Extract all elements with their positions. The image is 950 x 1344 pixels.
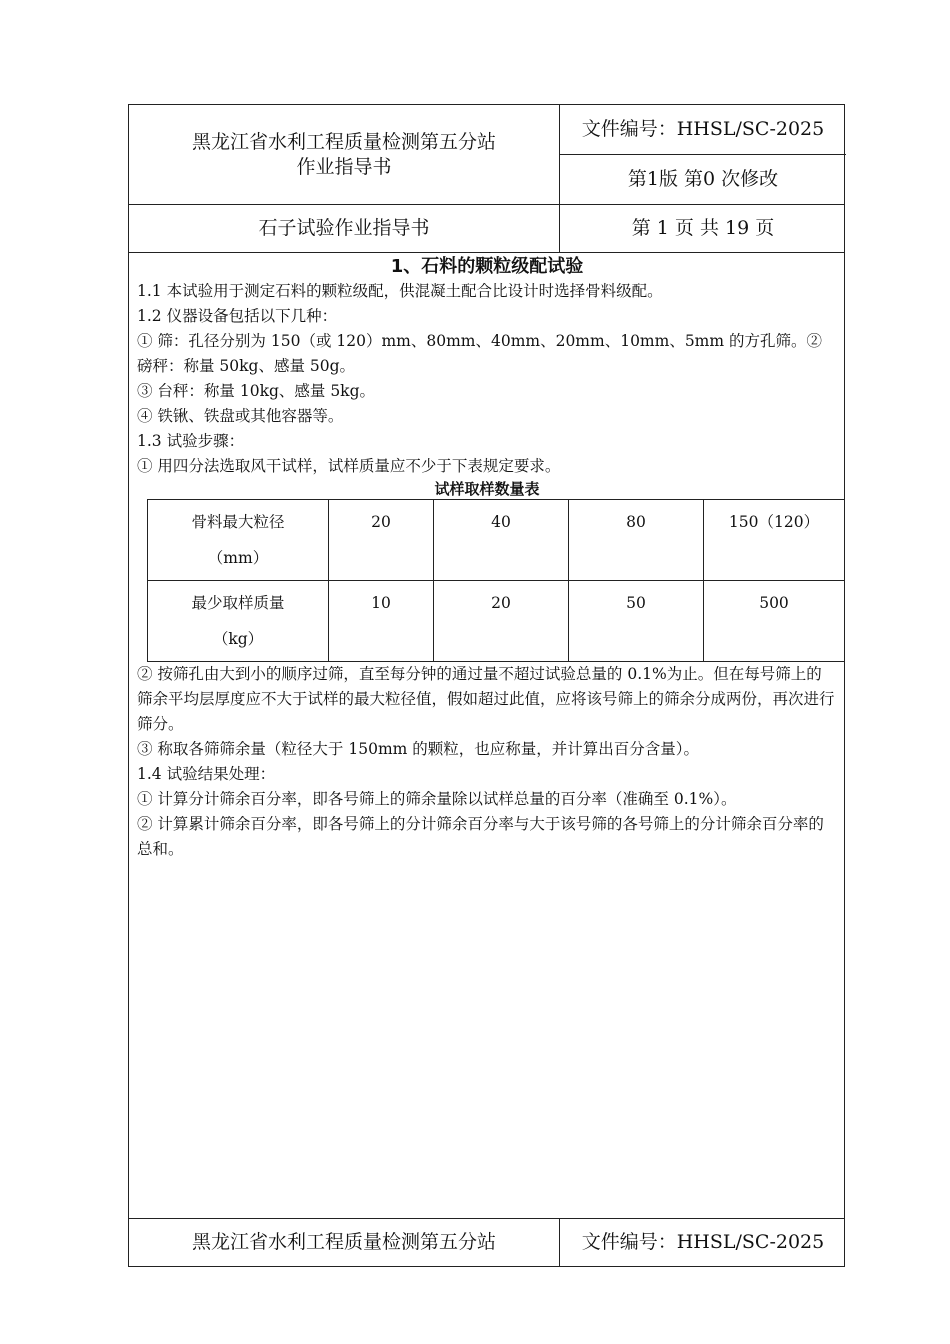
paragraph: ④ 铁锹、铁盘或其他容器等。 <box>137 407 344 425</box>
table-caption: 试样取样数量表 <box>434 480 540 498</box>
file-number: 文件编号：HHSL/SC-2025 <box>581 118 825 141</box>
section-title: 1、石料的颗粒级配试验 <box>390 256 584 277</box>
org-name: 黑龙江省水利工程质量检测第五分站 <box>191 130 496 153</box>
paragraph: ① 用四分法选取风干试样，试样质量应不少于下表规定要求。 <box>137 457 561 475</box>
paragraph: ② 计算累计筛余百分率，即各号筛上的分计筛余百分率与大于该号筛的各号筛上的分计筛余百分率的总和。 <box>137 815 824 858</box>
table-cell: 20 <box>329 500 434 581</box>
table-cell: 40 <box>434 500 569 581</box>
paragraph: ③ 台秤：称量 10kg、感量 5kg。 <box>137 382 375 400</box>
table-cell-label: 骨料最大粒径 （mm） <box>148 500 329 581</box>
paragraph: ② 按筛孔由大到小的顺序过筛，直至每分钟的通过量不超过试验总量的 0.1%为止。但在每号筛上的筛余平均层厚度应不大于试样的最大粒径值，假如超过此值，应将该号筛上的筛余分成两份，再次进行筛分。 <box>137 665 835 733</box>
paragraph: 1.2 仪器设备包括以下几种： <box>137 307 338 325</box>
table-cell: 150（120） <box>704 500 845 581</box>
header-divider-2 <box>129 252 844 253</box>
paragraph: ① 计算分计筛余百分率，即各号筛上的筛余量除以试样总量的百分率（准确至 0.1%）。 <box>137 790 737 808</box>
table-cell: 10 <box>329 581 434 662</box>
footer-file-number: 文件编号：HHSL/SC-2025 <box>581 1231 825 1254</box>
table-cell: 50 <box>569 581 704 662</box>
paragraph: ③ 称取各筛筛余量（粒径大于 150mm 的颗粒，也应称量，并计算出百分含量）。 <box>137 740 700 758</box>
document-body <box>137 255 837 862</box>
paragraph: 1.3 试验步骤： <box>137 432 245 450</box>
document-frame <box>128 104 845 1267</box>
paragraph: 1.1 本试验用于测定石料的颗粒级配，供混凝土配合比设计时选择骨料级配。 <box>137 282 663 300</box>
table-cell: 500 <box>704 581 845 662</box>
org-name-cell <box>129 105 559 204</box>
page-info: 第 1 页 共 19 页 <box>631 217 775 240</box>
table-cell: 80 <box>569 500 704 581</box>
doc-type: 作业指导书 <box>296 155 392 178</box>
version-info: 第1版 第0 次修改 <box>627 168 779 191</box>
sample-quantity-table <box>147 499 845 662</box>
table-cell-label: 最少取样质量 （kg） <box>148 581 329 662</box>
table-cell: 20 <box>434 581 569 662</box>
table-row <box>148 581 845 662</box>
paragraph: 1.4 试验结果处理： <box>137 765 276 783</box>
doc-title: 石子试验作业指导书 <box>258 217 430 240</box>
footer-org-name: 黑龙江省水利工程质量检测第五分站 <box>191 1231 496 1254</box>
table-row <box>148 500 845 581</box>
paragraph: ① 筛：孔径分别为 150（或 120）mm、80mm、40mm、20mm、10mm、5mm 的方孔筛。②磅秤：称量 50kg、感量 50g。 <box>137 332 823 375</box>
